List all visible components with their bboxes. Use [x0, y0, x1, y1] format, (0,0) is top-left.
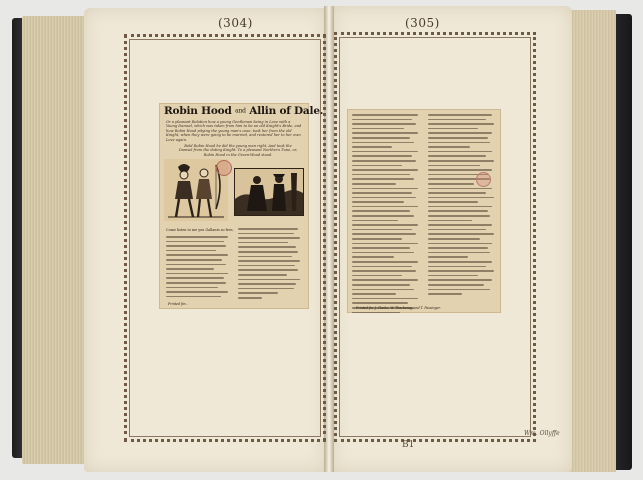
broadside-left-footer: Printed for... [168, 302, 189, 306]
broadside-title [164, 105, 324, 117]
broadside-robin-hood [160, 104, 324, 308]
folio-mark: B1 [402, 440, 415, 450]
title-part-1: Robin Hood [164, 105, 232, 117]
left-page-number: (304) [218, 16, 253, 30]
broadside-tune-note: Bold Robin Hood he did the young man right, And took the Damsel from the doting Knight. To a pleasant Northern Tune, or, Robin Hood in the Green-Wood stood. [178, 144, 298, 157]
ballad-column-2 [238, 228, 302, 302]
library-stamp [216, 160, 232, 176]
ballad-first-line: Come listen to me you Gallants so free, [166, 228, 234, 232]
signature: Wm. Ollyffe [524, 430, 560, 437]
broadside-intro: Or a pleasant Relation how a young Gentleman being in Love with a Young Damsel, which was taken from him to be an old Knight's Bride, and how Robin Hood pitying the young man's case, took her from the old Knight, when they were going to be married, and restored her to her own Love again. [166, 120, 302, 142]
page-edges-left [22, 16, 88, 464]
title-and: and [235, 107, 246, 115]
title-part-2: Allin of Dale. [249, 105, 324, 117]
broadside-continuation [348, 110, 500, 312]
library-stamp-right [476, 172, 491, 187]
continuation-column-1 [352, 114, 422, 316]
ballad-column-1 [166, 236, 230, 300]
continuation-column-2 [428, 114, 498, 298]
woodcut-couple [234, 168, 304, 216]
page-edges-right [566, 10, 616, 472]
right-page-number: (305) [405, 16, 440, 30]
broadside-right-footer: Printed for J. Clarke, W. Thackeray, and T. Passinger. [356, 306, 441, 310]
